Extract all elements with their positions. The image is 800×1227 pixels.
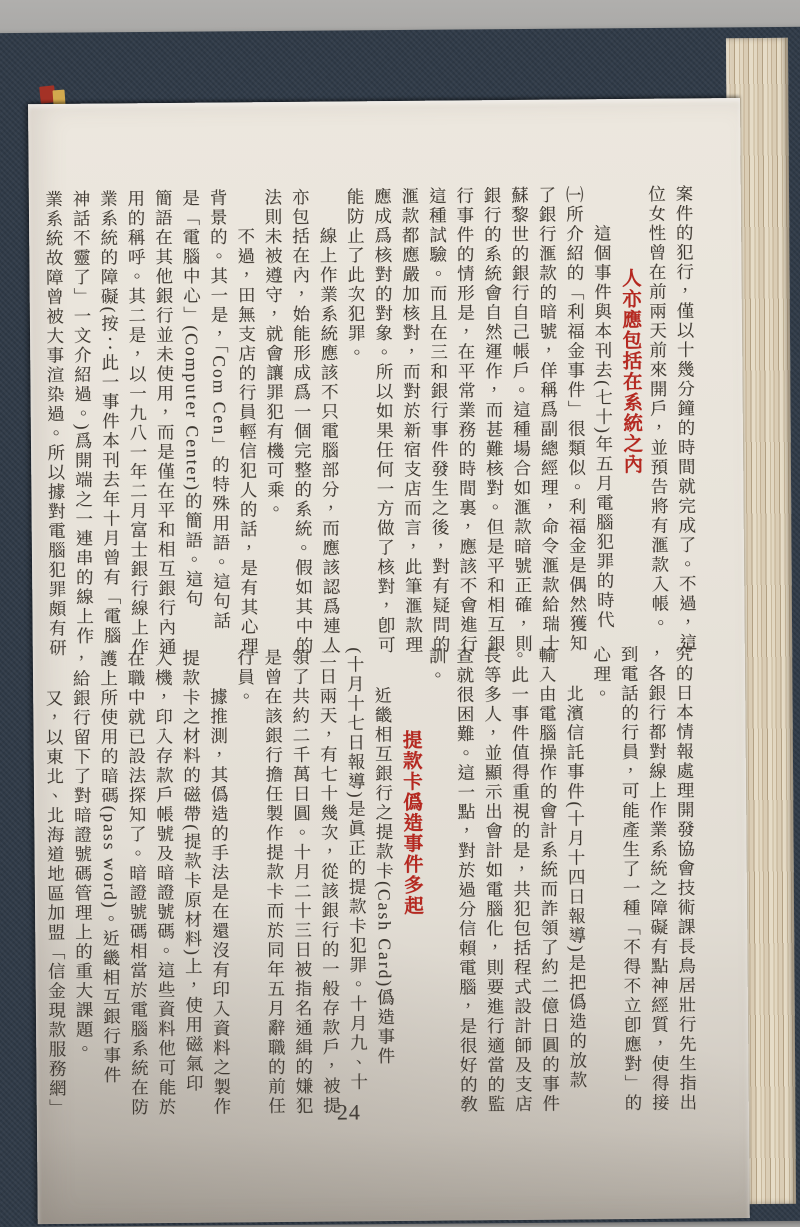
text-column: 背景的。其一是，「Com Cen」的特殊用語。這句話 xyxy=(207,188,232,631)
text-column: 這個事件與本刊去(七十)年五月電腦犯罪的時代 xyxy=(591,185,616,630)
text-column: 行事件的情形是，在平常業務的時間裏，應該不會進行 xyxy=(454,186,479,655)
text-column: 在職中就已設法探知了。暗證號碼相當於電腦系統在防 xyxy=(125,649,150,1118)
text-column: 北濱信託事件(十月十四日報導)是把僞造的放款 xyxy=(564,645,589,1091)
text-column: 訓。 xyxy=(427,646,448,686)
text-column: 近畿相互銀行之提款卡(Cash Card)僞造事件 xyxy=(372,647,396,1067)
text-column: (十月十七日報導)是眞正的提款卡犯罪。十月九、十 xyxy=(344,647,369,1093)
text-column: 線上作業系統應該不只電腦部分，而應該認爲連人 xyxy=(317,187,342,656)
text-column: 入機，印入存款戶帳號及暗證號碼。這些資料他可能於 xyxy=(153,648,178,1118)
text-column: 滙款都應嚴加核對，而對於新宿支店而言，此筆滙款理 xyxy=(399,186,424,655)
text-column: 提款卡僞造事件多起 xyxy=(398,646,423,917)
book-page xyxy=(28,98,750,1224)
text-column: 能防止了此次犯罪。 xyxy=(344,187,367,363)
text-column: 蘇黎世的銀行自己帳戶。這種場合如滙款暗號正確，則 xyxy=(509,185,534,654)
text-column: 亦包括在內，始能形成爲一個完整的系統。假如其中的 xyxy=(290,187,315,656)
text-column: 。此一事件值得重視的是，共犯包括程式設計師及支店 xyxy=(509,645,534,1115)
text-column: 業系統的障礙(按：此一事件本刊去年十月曾有「電腦 xyxy=(98,189,123,646)
text-column: 了銀行滙款的暗號，佯稱爲副總經理，命令滙款給瑞士 xyxy=(536,185,561,654)
text-column: 神話不靈了」一文介紹過。)爲開端之一連串的線上作 xyxy=(70,189,95,647)
text-column: 人亦應包括在系統之內 xyxy=(617,184,642,475)
text-column: 究的日本情報處理開發協會技術課長鳥居壯行先生指出 xyxy=(673,644,698,1113)
text-block-top xyxy=(39,184,701,662)
text-column: 提款卡之材料的磁帶(提款卡原材料)上，使用磁氣印 xyxy=(180,648,205,1094)
text-column: 簡語在其他銀行並未使用，而是僅在平和相互銀行內通 xyxy=(153,188,178,658)
text-column: 行員。 xyxy=(235,648,256,707)
text-column: 又，以東北、北海道地區加盟「信金現款服務網」 xyxy=(43,649,68,1119)
text-column: 不過，田無支店的行員輕信犯人的話，是有其心理 xyxy=(235,188,260,657)
text-column: 心理。 xyxy=(591,645,613,704)
text-column: 業系統故障曾被大事渲染過。所以據對電腦犯罪頗有研 xyxy=(43,189,68,659)
text-column: 二日兩天，有七十幾次，從該銀行的一般存款戶，被提 xyxy=(317,647,342,1116)
text-column: ㈠所介紹的「利福金事件」很類似。利福金是偶然獲知 xyxy=(564,185,589,654)
text-column: 案件的犯行，僅以十幾分鐘的時間就完成了。不過，這 xyxy=(673,184,698,653)
text-block-bottom xyxy=(39,644,701,1122)
text-column: 領了共約二千萬日圓。十月二十三日被指名通緝的嫌犯 xyxy=(290,647,315,1116)
text-column: 到電話的行員，可能產生了一種「不得不立卽應對」的 xyxy=(618,644,644,1114)
text-column: 位女性曾在前兩天前來開戶，並預告將有滙款入帳。 xyxy=(646,184,671,634)
text-column: ，給銀行留下了對暗證號碼管理上的重大課題。 xyxy=(70,649,95,1060)
text-column: 輸入由電腦操作的會計系統而詐領了約二億日圓的事件 xyxy=(536,645,561,1114)
page-number: 24 xyxy=(336,1099,361,1125)
text-column: 是曾在該銀行擔任製作提款卡而於同年五月辭職的前任 xyxy=(262,648,287,1117)
text-column: 查就很困難。這一點，對於過分信賴電腦，是很好的敎 xyxy=(454,646,479,1115)
text-column: 據推測，其僞造的手法是在還沒有印入資料之製作 xyxy=(207,648,232,1117)
text-column: ，各銀行都對線上作業系統之障礙有點神經質，使得接 xyxy=(646,644,671,1113)
text-column: 護上所使用的暗碼(pass word)。近畿相互銀行事件 xyxy=(98,649,123,1086)
text-column: 應成爲核對的對象。所以如果任何一方做了核對，卽可 xyxy=(372,187,397,656)
text-column: 法則未被遵守，就會讓罪犯有機可乘。 xyxy=(262,187,286,520)
text-column: 是「電腦中心」(Computer Center)的簡語。這句 xyxy=(180,188,205,610)
text-column: 長等多人，並顯示出會計如電腦化，則要進行適當的監 xyxy=(481,646,507,1115)
text-column: 用的稱呼。其二是，以一九八一年二月富士銀行線上作 xyxy=(125,189,150,658)
text-column: 這種試驗。而且在三和銀行事件發生之後，對有疑問的 xyxy=(427,186,452,655)
text-column: 銀行的系統會自然運作，而甚難核對。但是平和相互銀 xyxy=(481,186,506,655)
